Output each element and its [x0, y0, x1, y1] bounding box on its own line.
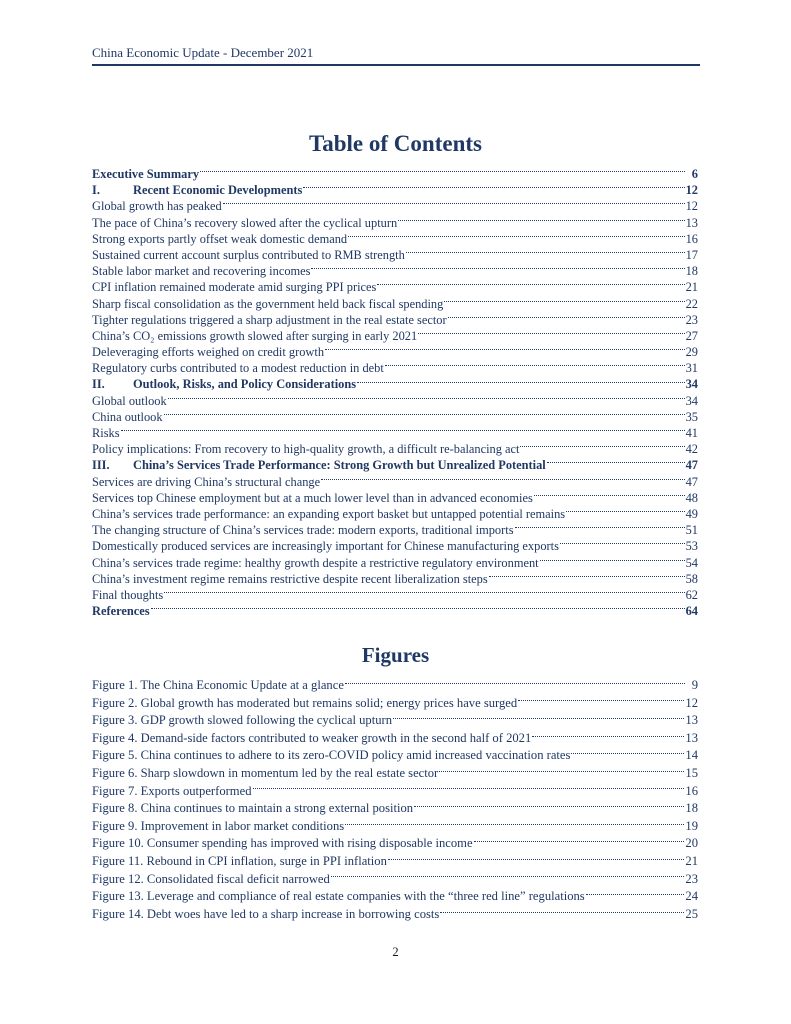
- dot-leader: [448, 316, 685, 318]
- dot-leader: [534, 494, 685, 496]
- toc-entry[interactable]: [92, 328, 698, 344]
- page-reference: 18: [685, 801, 698, 816]
- toc-entry-title: Executive Summary: [92, 167, 200, 181]
- figure-entry-title: Figure 3. GDP growth slowed following the cyclical upturn: [92, 713, 392, 728]
- toc-entry[interactable]: [92, 555, 698, 571]
- page-reference: 34: [685, 393, 698, 408]
- dot-leader: [164, 413, 685, 415]
- figure-entry-title: Figure 11. Rebound in CPI inflation, surge in PPI inflation: [92, 853, 387, 868]
- toc-entry[interactable]: [92, 360, 698, 376]
- page-reference: 21: [685, 853, 698, 868]
- section-number: I.: [92, 183, 100, 198]
- toc-entry-title: Tighter regulations triggered a sharp adjustment in the real estate sector: [92, 312, 447, 327]
- page-reference: 12: [685, 695, 698, 710]
- toc-entry-title: China’s Services Trade Performance: Strong Growth but Unrealized Potential: [133, 458, 546, 473]
- dot-leader: [345, 682, 685, 684]
- page-number: 2: [392, 945, 399, 959]
- toc-entry-title: Outlook, Risks, and Policy Considerations: [133, 377, 357, 392]
- dot-leader: [406, 251, 685, 253]
- page-reference: 18: [685, 264, 698, 279]
- toc-entry[interactable]: [92, 603, 698, 619]
- toc-entry[interactable]: [92, 393, 698, 409]
- toc-entry[interactable]: [92, 376, 698, 392]
- figure-entry-title: Figure 13. Leverage and compliance of real estate companies with the “three red line” regulations: [92, 889, 585, 904]
- dot-leader: [325, 348, 685, 350]
- figure-entry[interactable]: [92, 765, 698, 783]
- dot-leader: [311, 267, 684, 269]
- dot-leader: [439, 770, 684, 772]
- figure-entry[interactable]: [92, 695, 698, 713]
- list-of-figures: [92, 677, 698, 923]
- toc-entry-title: Sharp fiscal consolidation as the government held back fiscal spending: [92, 296, 444, 311]
- toc-entry-title: Risks: [92, 426, 120, 440]
- page-reference: 20: [685, 836, 698, 851]
- page-reference: 13: [685, 730, 698, 745]
- page-reference: 12: [685, 183, 698, 198]
- figure-entry[interactable]: [92, 906, 698, 924]
- toc-entry[interactable]: [92, 296, 698, 312]
- dot-leader: [348, 235, 685, 237]
- page-reference: 62: [685, 587, 698, 602]
- figure-entry[interactable]: [92, 730, 698, 748]
- dot-leader: [440, 911, 684, 913]
- figure-entry-title: Figure 4. Demand-side factors contributed to weaker growth in the second half of 2021: [92, 730, 532, 745]
- page-reference: 29: [685, 345, 698, 360]
- toc-entry-title: China’s CO₂ emissions growth slowed after surging in early 2021: [92, 328, 418, 343]
- toc-entry-title: Stable labor market and recovering incomes: [92, 264, 311, 279]
- table-of-contents: [92, 166, 698, 619]
- dot-leader: [164, 591, 684, 593]
- toc-entry[interactable]: [92, 490, 698, 506]
- dot-leader: [418, 332, 684, 334]
- page-reference: 16: [685, 231, 698, 246]
- figure-entry-title: Figure 5. China continues to adhere to its zero-COVID policy amid increased vaccination rates: [92, 748, 571, 763]
- figure-entry[interactable]: [92, 871, 698, 889]
- header-rule: [92, 64, 700, 66]
- page-reference: 19: [685, 818, 698, 833]
- figure-entry-title: Figure 12. Consolidated fiscal deficit narrowed: [92, 871, 330, 886]
- toc-entry[interactable]: [92, 279, 698, 295]
- figure-entry-title: Figure 9. Improvement in labor market conditions: [92, 818, 345, 833]
- page-reference: 23: [685, 871, 698, 886]
- page-reference: 35: [685, 409, 698, 424]
- page-reference: 31: [685, 361, 698, 376]
- running-header: China Economic Update - December 2021: [92, 45, 314, 60]
- dot-leader: [571, 752, 684, 754]
- dot-leader: [518, 699, 684, 701]
- toc-entry-title: Strong exports partly offset weak domestic demand: [92, 231, 348, 246]
- toc-entry-title: China’s investment regime remains restrictive despite recent liberalization steps: [92, 571, 488, 586]
- figure-entry[interactable]: [92, 818, 698, 836]
- page-reference: 25: [685, 906, 698, 921]
- figure-entry-title: Figure 10. Consumer spending has improved with rising disposable income: [92, 836, 473, 851]
- figure-entry-title: Figure 2. Global growth has moderated but remains solid; energy prices have surged: [92, 695, 518, 710]
- page-reference: 47: [685, 474, 698, 489]
- page-reference: 24: [685, 889, 698, 904]
- dot-leader: [444, 300, 684, 302]
- toc-entry-title: Domestically produced services are increasingly important for Chinese manufacturing exports: [92, 539, 559, 554]
- toc-entry[interactable]: [92, 344, 698, 360]
- toc-entry[interactable]: [92, 522, 698, 538]
- page-reference: 6: [691, 167, 698, 181]
- toc-entry-title: China outlook: [92, 409, 163, 424]
- page-reference: 21: [685, 280, 698, 295]
- dot-leader: [377, 283, 684, 285]
- toc-entry-title: Recent Economic Developments: [133, 183, 303, 198]
- figure-entry[interactable]: [92, 853, 698, 871]
- figure-entry[interactable]: [92, 747, 698, 765]
- dot-leader: [414, 805, 684, 807]
- figure-entry[interactable]: [92, 800, 698, 818]
- figure-entry-title: Figure 14. Debt woes have led to a sharp increase in borrowing costs: [92, 906, 440, 921]
- page-reference: 14: [685, 748, 698, 763]
- toc-entry-title: Final thoughts: [92, 587, 164, 602]
- page-reference: 53: [685, 539, 698, 554]
- toc-entry[interactable]: [92, 312, 698, 328]
- toc-entry[interactable]: [92, 182, 698, 198]
- dot-leader: [532, 735, 684, 737]
- page-reference: 51: [685, 523, 698, 538]
- dot-leader: [223, 202, 685, 204]
- toc-entry[interactable]: [92, 506, 698, 522]
- page-reference: 27: [685, 328, 698, 343]
- dot-leader: [393, 717, 684, 719]
- figure-entry-title: Figure 7. Exports outperformed: [92, 783, 252, 798]
- dot-leader: [321, 478, 684, 480]
- toc-entry[interactable]: [92, 263, 698, 279]
- dot-leader: [168, 397, 685, 399]
- page-reference: 41: [685, 426, 698, 440]
- page-reference: 12: [685, 199, 698, 214]
- dot-leader: [253, 787, 685, 789]
- toc-entry-title: References: [92, 604, 150, 619]
- page-reference: 15: [685, 765, 698, 780]
- dot-leader: [586, 893, 685, 895]
- section-number: III.: [92, 458, 110, 473]
- toc-entry-title: Sustained current account surplus contributed to RMB strength: [92, 247, 405, 262]
- dot-leader: [200, 170, 685, 172]
- page-reference: 64: [685, 604, 698, 619]
- toc-entry[interactable]: [92, 538, 698, 554]
- dot-leader: [151, 607, 685, 609]
- figure-entry-title: Figure 6. Sharp slowdown in momentum led by the real estate sector: [92, 765, 439, 780]
- page-reference: 47: [685, 458, 698, 473]
- page-reference: 22: [685, 296, 698, 311]
- toc-entry-title: CPI inflation remained moderate amid surging PPI prices: [92, 280, 377, 295]
- dot-leader: [398, 219, 684, 221]
- toc-entry[interactable]: [92, 409, 698, 425]
- dot-leader: [385, 364, 685, 366]
- page-reference: 54: [685, 555, 698, 570]
- dot-leader: [489, 575, 685, 577]
- toc-entry-title: Regulatory curbs contributed to a modest reduction in debt: [92, 361, 384, 376]
- toc-entry-title: Policy implications: From recovery to high-quality growth, a difficult re-balancing act: [92, 442, 520, 457]
- page-reference: 49: [685, 506, 698, 521]
- toc-entry-title: China’s services trade performance: an expanding export basket but untapped potential remains: [92, 506, 566, 521]
- dot-leader: [520, 445, 684, 447]
- dot-leader: [357, 381, 685, 383]
- figure-entry[interactable]: [92, 888, 698, 906]
- page-reference: 34: [685, 377, 698, 392]
- toc-entry[interactable]: [92, 247, 698, 263]
- dot-leader: [560, 542, 685, 544]
- dot-leader: [566, 510, 685, 512]
- section-number: II.: [92, 377, 105, 392]
- toc-entry[interactable]: [92, 166, 698, 182]
- dot-leader: [303, 186, 684, 188]
- toc-entry[interactable]: [92, 457, 698, 473]
- toc-entry-title: Services top Chinese employment but at a much lower level than in advanced economies: [92, 490, 533, 505]
- toc-entry[interactable]: [92, 474, 698, 490]
- toc-entry[interactable]: [92, 587, 698, 603]
- toc-entry[interactable]: [92, 441, 698, 457]
- toc-entry-title: Deleveraging efforts weighed on credit growth: [92, 345, 325, 360]
- page-reference: 42: [685, 442, 698, 457]
- dot-leader: [345, 823, 684, 825]
- toc-entry[interactable]: [92, 571, 698, 587]
- toc-entry[interactable]: [92, 198, 698, 214]
- dot-leader: [547, 461, 685, 463]
- figure-entry[interactable]: [92, 835, 698, 853]
- figure-entry[interactable]: [92, 677, 698, 695]
- toc-entry-title: China’s services trade regime: healthy growth despite a restrictive regulatory environment: [92, 555, 539, 570]
- dot-leader: [474, 840, 685, 842]
- toc-entry[interactable]: [92, 215, 698, 231]
- dot-leader: [121, 429, 685, 431]
- page-reference: 58: [685, 571, 698, 586]
- figure-entry[interactable]: [92, 783, 698, 801]
- toc-entry-title: Global growth has peaked: [92, 199, 222, 214]
- dot-leader: [388, 858, 685, 860]
- page-reference: 23: [685, 312, 698, 327]
- toc-entry-title: The changing structure of China’s services trade: modern exports, traditional imports: [92, 523, 514, 538]
- dot-leader: [540, 559, 685, 561]
- toc-entry-title: Services are driving China’s structural change: [92, 474, 321, 489]
- dot-leader: [331, 875, 685, 877]
- page-reference: 13: [685, 713, 698, 728]
- toc-entry-title: Global outlook: [92, 393, 167, 408]
- figures-title: Figures: [361, 643, 430, 667]
- dot-leader: [515, 526, 685, 528]
- toc-title: Table of Contents: [309, 131, 482, 156]
- figure-entry-title: Figure 8. China continues to maintain a strong external position: [92, 801, 414, 816]
- figure-entry-title: Figure 1. The China Economic Update at a glance: [92, 678, 344, 692]
- toc-entry-title: The pace of China’s recovery slowed after the cyclical upturn: [92, 215, 398, 230]
- page-reference: 16: [685, 783, 698, 798]
- page-reference: 13: [685, 215, 698, 230]
- page-reference: 9: [691, 678, 698, 692]
- page-reference: 48: [685, 490, 698, 505]
- toc-entry[interactable]: [92, 231, 698, 247]
- toc-entry[interactable]: [92, 425, 698, 441]
- figure-entry[interactable]: [92, 712, 698, 730]
- page-reference: 17: [685, 247, 698, 262]
